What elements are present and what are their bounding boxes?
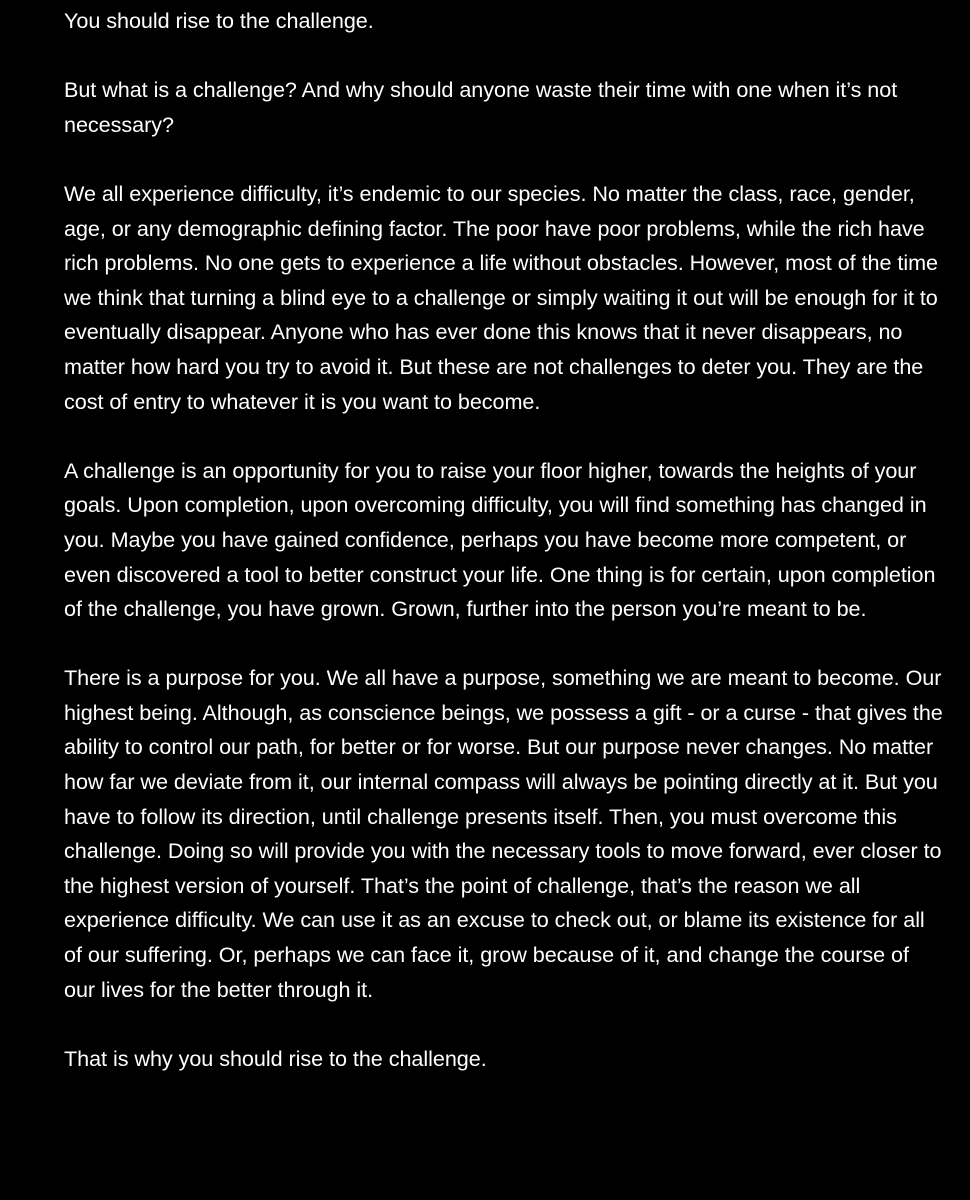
paragraph-opening: You should rise to the challenge. bbox=[64, 8, 374, 33]
paragraph-opportunity: A challenge is an opportunity for you to raise your floor higher, towards the heights of your goals. Upon completion, upon overcoming difficulty, you will find something has changed in you. Maybe you have gained confidence, perhaps you have become more competent, or even discovered a tool to better construct your life. One thing is for certain, upon completion of the challenge, you have grown. Grown, further into the person you’re meant to be. bbox=[64, 457, 936, 622]
paragraph-question: But what is a challenge? And why should anyone waste their time with one when it’s not necessary? bbox=[64, 77, 898, 137]
note-body[interactable] bbox=[64, 4, 944, 1076]
paragraph-purpose: There is a purpose for you. We all have a purpose, something we are meant to become. Our highest being. Although, as conscience beings, we possess a gift - or a curse - that gives the ability to control our path, for better or for worse. But our purpose never changes. No matter how far we deviate from it, our internal compass will always be pointing directly at it. But you have to follow its direction, until challenge presents itself. Then, you must overcome this challenge. Doing so will provide you with the necessary tools to move forward, ever closer to the highest version of yourself. That’s the point of challenge, that’s the reason we all experience difficulty. We can use it as an excuse to check out, or blame its existence for all of our suffering. Or, perhaps we can face it, grow because of it, and change the course of our lives for the better through it. bbox=[64, 665, 943, 1002]
paragraph-closing: That is why you should rise to the challenge. bbox=[64, 1045, 487, 1071]
paragraph-difficulty: We all experience difficulty, it’s endemic to our species. No matter the class, race, gender, age, or any demographic defining factor. The poor have poor problems, while the rich have rich problems. No one gets to experience a life without obstacles. However, most of the time we think that turning a blind eye to a challenge or simply waiting it out will be enough for it to eventually disappear. Anyone who has ever done this knows that it never disappears, no matter how hard you try to avoid it. But these are not challenges to deter you. They are the cost of entry to whatever it is you want to become. bbox=[64, 180, 938, 414]
